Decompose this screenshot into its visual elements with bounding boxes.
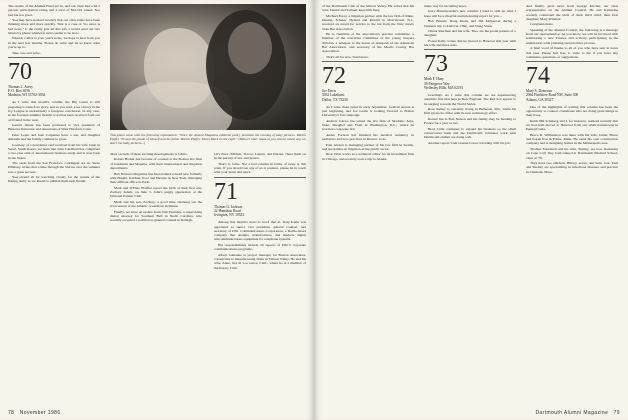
paragraph: As I write this month's column, the Big Green is still preparing to launch its glory, and as you read, your victory in the Ivy League is undoubtedly a foregone conclusion. In any case, in the fourteen summer months word has been received from our old friend in the west. <box>8 100 100 122</box>
secretary-name: Thomas G. Jackson <box>214 204 243 209</box>
paragraph: Paul Alexan is managing partner of his law firm in Seattle, and specializes in litigation in the public sector. <box>322 142 414 151</box>
paragraph: Greetings. As I write this column we are experiencing autumn's first kiss here in New England. The Red Sox appear to be surging towards the World Series. <box>424 93 516 106</box>
paragraph: dates on both of these exciting developments is John's. <box>110 152 188 156</box>
paragraph: Albert Lamanna is project manager for Boston Associates, consultants to manufacturing firms in Silicon Valley. He and his wife, Anne, live in Los Gatos, Calif., where he is a member of the Rotary Club. <box>214 252 306 270</box>
paragraph: Andre Fortson has finished his medical residency in pediatrics and now practices in Denver, Colo. <box>322 132 414 142</box>
paragraph: of the Dartmouth Club of the Silicon Valley. He writes that his sons, Daniel and Samuel, keep him busy. <box>322 4 414 13</box>
paragraph: That's all for now. Send news. <box>326 54 369 59</box>
class-secretary-address <box>214 205 306 218</box>
page-folio <box>535 410 620 416</box>
paragraph: A final word of thanks to all of you who have sent in notes this year. Please feel free to write to me if you have any comments, questions, or suggestions. <box>526 46 618 59</box>
divider <box>424 49 516 50</box>
secretary-name: Mary S. Donovan <box>526 89 552 94</box>
secretary-address-line: Madison, WI 53702-3034 <box>8 93 46 98</box>
paragraph: One of the highlights of writing this column has been the opportunity to connect classmates who are doing great things in their lives. <box>526 104 618 118</box>
left-column-1 <box>8 4 100 185</box>
paragraph: He is chairman of the association's practice committee, a member of the executive committee of the young lawyers division, a delegate to the house of delegates of the American Bar Association, and secretary of the Morris County Bar Association. <box>322 32 414 54</box>
secretary-address-line: Dallas, TX 75230 <box>322 97 348 102</box>
paragraph: Garrett Jenner has been promoted to vice president of Hanover Insurance and Associates of West Hartford, Conn. <box>8 123 100 132</box>
paragraph: Andrew Glowa has joined the law firm of Skadden, Arps, Slate, Meagher and Flom in Washington, D.C., where he practices corporate law. <box>322 118 414 132</box>
paragraph: When it comes to your year's notes, we hope to hear from you in the next few months. Please do write and let us know what you're up to. <box>8 36 101 50</box>
secretary-address-line: 3032 Lakehurst <box>322 93 345 98</box>
paragraph: The results of the Alumni Fund are in, and our class had a 62.5 percent participation rating and a total of $91,591 raised. Not bad but not great. <box>8 4 100 17</box>
secretary-address-line: 2964 Finchtree Road NW, Suite 300 <box>526 93 579 98</box>
paragraph: That's it, folks. Not a bad column in terms of news at this point. If you should see any of us at reunion, please be in touch with your notes and news. <box>214 161 306 175</box>
paragraph: Finally, we have an update from Tim Fearnley, a supervising dental attorney for Southern Bell in North Carolina, who recently accepted a position as general counsel in Raleigh. <box>110 209 202 223</box>
paragraph: Bob Nation's Magazine has been named to head new formally with Haight, Gardner, Poor and Havens in New York, managing their affiliate office in Paris. <box>110 171 203 185</box>
paragraph: Ross Kelley is currently living in Bethesda, Md., while his firm grows its office with its new technology effort. <box>424 107 516 116</box>
paragraph: Chuck Sherman and his wife, Tina, are the proud parents of a daughter. <box>424 29 516 38</box>
paragraph: Courtesy of a newsletter card received from his wife Janet in Seoul, South Korea, we learn that John Landfield has completed a two-year stint of international business study and is now back in the States. <box>8 142 100 160</box>
page-folio <box>8 410 61 416</box>
divider <box>8 57 100 58</box>
paragraph: Mark and D'Elsie Pfeiffer report the birth of their first son, Zachary Adam, on June 3. John's puppy appearance at the National Pointer Club. <box>110 185 202 199</box>
secretary-name: Mark F. Huey <box>424 77 444 82</box>
right-column-1 <box>322 4 414 162</box>
class-year-number: 74 <box>526 63 550 90</box>
paragraph: And finally, great news from George Kitcher, our class representative on the Alumni Council. He and Katherine recently celebrated the birth of their third child, their first daughter, Mary Windsor. <box>526 4 618 21</box>
paragraph: Peter Leger and Jean Carpenter have a son, and daughter Amanda and the family continue to grow. <box>8 132 100 142</box>
paragraph: Rorner has is Bob Nelson and his family may be heading to France for a year or two. <box>424 116 516 126</box>
secretary-address-line: P. O. Box 3056 <box>8 89 30 94</box>
class-secretary-address <box>424 77 516 90</box>
divider <box>322 61 414 62</box>
class-year-number: 70 <box>8 58 32 85</box>
paragraph: Speaking of the Alumni Council, the following is a message from our representative: As you know, we will be involved with nominating a new Trustee and actively participating in the nomination-wide planning and priorities process. <box>526 27 618 45</box>
paragraph: Forest Kelly writes that he moved to Hanover this year with his wife and three sons. <box>424 38 516 48</box>
left-column-3 <box>214 152 306 271</box>
class-year-number: 71 <box>214 178 238 205</box>
paragraph: You should all be watching closely for the results of the fishing derby as we intend to publish them next month. <box>8 175 100 184</box>
right-column-3 <box>526 4 618 175</box>
paragraph: His responsibilities include all aspects of DSC's corporate communications programs. <box>214 242 306 252</box>
paragraph: Lil's three children, Trevor, Lauren, and Darren, cheer them on in the pursuit of law and justice. <box>214 152 306 161</box>
secretary-address-line: 36 Fairgrove Way <box>424 81 450 86</box>
secretary-name: Joe Davis <box>322 89 337 94</box>
paragraph: As I write these notes in early September, football season is just beginning, and Joe Leslie is looking forward to Bolton University's fall campaign. <box>322 104 414 118</box>
class-secretary-address <box>322 89 414 102</box>
paragraph: Keith Dhl Scheberg and I, for instance, realized recently that we had both moved to Hanover from our small hometowns in Pennsylvania. <box>526 118 618 132</box>
secretary-address-line: 32 Hamilton Road <box>214 208 241 213</box>
secretary-address-line: Irvington, NY 10533 <box>214 213 245 218</box>
paragraph: Take care and write. <box>12 50 41 55</box>
right-column-2 <box>424 4 516 146</box>
secretary-name: Thomas L. Avery <box>8 84 33 89</box>
father-son-photo <box>110 4 306 130</box>
photo-caption: This photo came with the following explanation: "Since the Alumni Magazine editorial policy prohibits the running of baby pictures, Martin Pfeffer '70 sent this photo of himself and his father Martin Pfeffer. That's Mark on the right." (Editor's note: Some of you who've asked why we don't run baby pictures...) <box>110 133 306 146</box>
paragraph: The cards from the San Francisco contingent are in: Steve Pillsbury writes that a hike through the Sierras over the summer was a great success. <box>8 161 100 174</box>
magazine-name: Dartmouth Alumni Magazine <box>535 410 609 416</box>
paragraph: Robert Homer has become of counsel at the Boston law firm of Goldstein and Manello, with their international and litigation departments. <box>110 157 202 171</box>
paragraph: make way for incoming news. <box>424 4 467 8</box>
paragraph: Bruce R. Williamson was there with his wife, Jamie; Bruce and Karen live in Edina, Minn. He owns his own construction company and is designing homes in the Minneapolis area. <box>526 132 618 146</box>
class-secretary-address <box>526 89 618 102</box>
class-year-number: 72 <box>322 63 346 90</box>
paragraph: Mark and his son, Zachary, a good time checking out the trout season at the Atlantic oceanfront in Maine. <box>110 199 202 209</box>
class-year-number: 73 <box>424 51 448 78</box>
paragraph: Rick Vilas works as a technical editor for an investment firm in Chicago, and recently took a trip to Alaska. <box>322 152 414 161</box>
page-number: 79 <box>613 410 620 416</box>
page-number: 78 <box>8 410 15 416</box>
class-secretary-address <box>8 85 100 98</box>
paragraph: Michael Forey, a litigation partner with the law firm of Riker, Danzig, Scherer, Hyland and Perretti in Morristown, N.J., received an award for service to the bar from the New Jersey State Bar Association. <box>322 13 414 31</box>
paragraph: Jerry Hasselwander's new column: I tried to sum up what I hope will be a cheerful and interesting report for you... <box>424 9 516 18</box>
divider <box>214 177 306 178</box>
secretary-address-line: Atlanta, GA 30327 <box>526 97 554 102</box>
paragraph: Bob Bassett, Doug Klein, and Jim McKeever during a business trip to Andover, Ohio, and Doug Stuck. <box>424 19 516 28</box>
issue-date: November 1986 <box>19 410 61 416</box>
paragraph: Thomas Treadwell and his wife, Shelley, are now marketing on Cape Cod; they both trained at Dartmouth Medical School, class of '79. <box>526 146 618 160</box>
paragraph: Congratulations. <box>530 22 554 27</box>
paragraph: Among this month's news is word that R. Terry Kahn was appointed as senior vice president, general counsel, and secretary of DSC Communications Corporation, a Dallas-based company that designs, manufactures, and markets digital telecommunications equipment for telephone systems. <box>214 220 306 242</box>
left-column-2 <box>110 152 202 224</box>
right-page <box>314 0 628 420</box>
secretary-address-line: Wellesley Hills, MA 02181 <box>424 85 464 90</box>
paragraph: They have two children, Hillary, seven, and Sam, four. Tom and Shelley are specializing in infectious diseases and practice in Chatham, Mass. <box>526 161 618 174</box>
divider <box>526 61 618 62</box>
paragraph: Another report: Tom Greene is now traveling with his job. <box>428 140 511 145</box>
paragraph: You may have noticed recently that our class ranks have been thinning more and more quickly. That is a case of "no news is bad news." It the really gets all this job, I would send out two letters by phone whenever news seems to be slow... <box>8 18 100 35</box>
paragraph: Brad Little continues to expand his business so the small conservative bank and the Dartmouth volunteer work with Dartmouth alumni are doing well. <box>424 126 516 140</box>
